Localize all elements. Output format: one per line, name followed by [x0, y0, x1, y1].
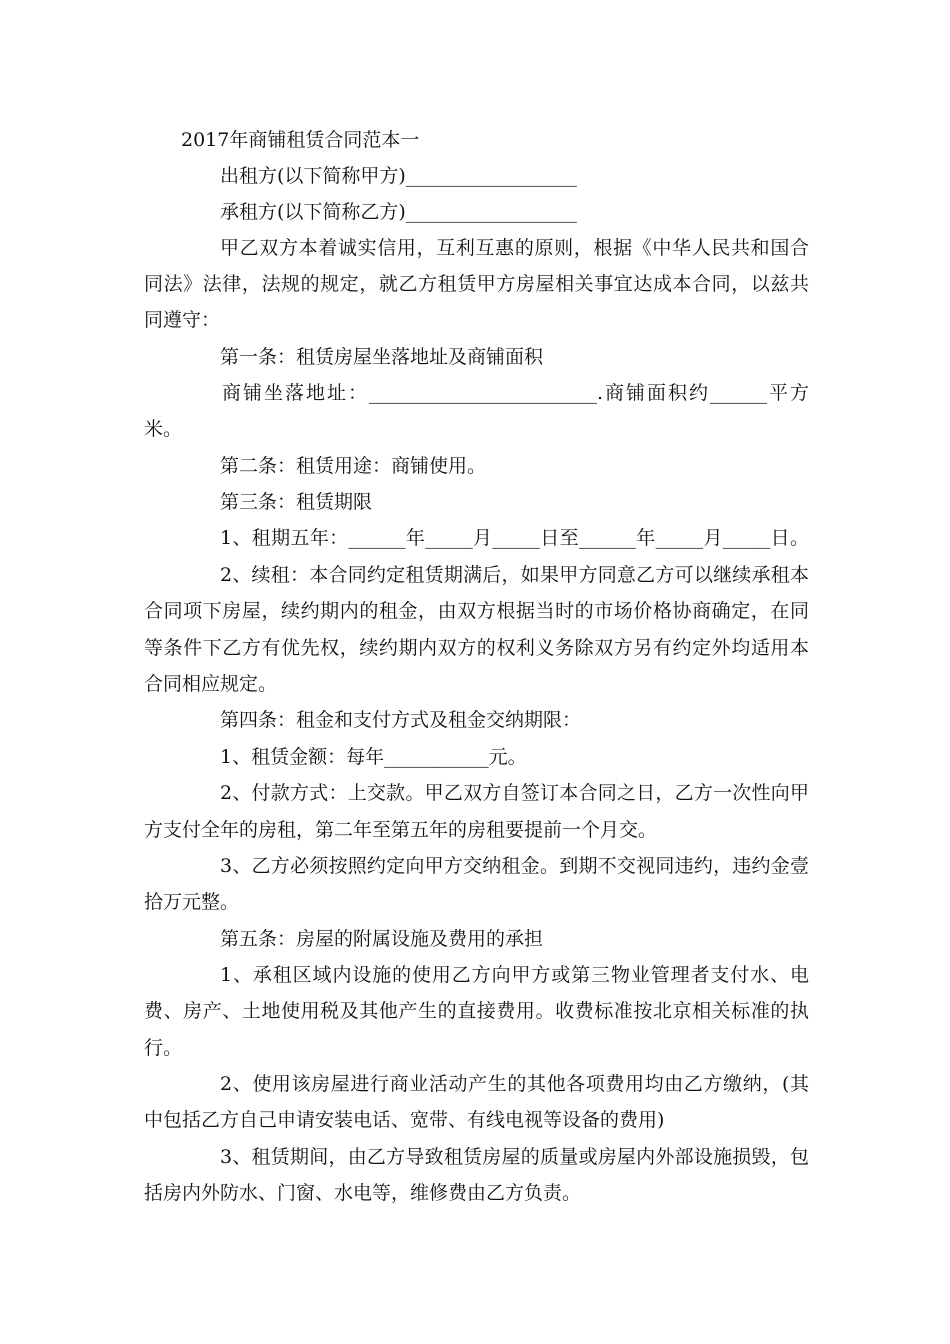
intro-line: 同法》法律，法规的规定，就乙方租赁甲方房屋相关事宜达成本合同，以兹共	[144, 273, 809, 295]
lessee-line: 承租方(以下简称乙方)__________________	[220, 201, 577, 223]
article5-item3-line: 括房内外防水、门窗、水电等，维修费由乙方负责。	[144, 1182, 582, 1204]
article5-item2-line: 中包括乙方自己申请安装电话、宽带、有线电视等设备的费用)	[144, 1109, 665, 1131]
article1-address-line: 米。	[144, 418, 183, 440]
lessor-line: 出租方(以下简称甲方)__________________	[220, 165, 577, 187]
article5-item3-line: 3、租赁期间，由乙方导致租赁房屋的质量或房屋内外部设施损毁，包	[220, 1146, 809, 1168]
article5-item1-line: 1、承租区域内设施的使用乙方向甲方或第三物业管理者支付水、电	[220, 964, 809, 986]
article1-heading: 第一条：租赁房屋坐落地址及商铺面积	[220, 346, 544, 368]
article5-heading: 第五条：房屋的附属设施及费用的承担	[220, 928, 544, 950]
article4-payment-line: 方支付全年的房租，第二年至第五年的房租要提前一个月交。	[144, 819, 658, 841]
article3-heading: 第三条：租赁期限	[220, 491, 373, 513]
article4-heading: 第四条：租金和支付方式及租金交纳期限：	[220, 709, 582, 731]
article4-overdue-line: 3、乙方必须按照约定向甲方交纳租金。到期不交视同违约，违约金壹	[220, 855, 809, 877]
article3-renewal-line: 合同相应规定。	[144, 673, 278, 695]
article3-term: 1、租期五年：______年_____月_____日至______年_____月_____日。	[220, 527, 809, 549]
article4-payment-line: 2、付款方式：上交款。甲乙双方自签订本合同之日，乙方一次性向甲	[220, 782, 809, 804]
article4-overdue-line: 拾万元整。	[144, 891, 240, 913]
article5-item2-line: 2、使用该房屋进行商业活动产生的其他各项费用均由乙方缴纳，(其	[220, 1073, 809, 1095]
article3-renewal-line: 等条件下乙方有优先权，续约期内双方的权利义务除双方另有约定外均适用本	[144, 637, 809, 659]
intro-line: 甲乙双方本着诚实信用，互利互惠的原则，根据《中华人民共和国合	[220, 237, 809, 259]
article4-amount: 1、租赁金额：每年___________元。	[220, 746, 527, 768]
article1-address-line: 商铺坐落地址：________________________.商铺面积约______平方	[222, 382, 809, 404]
article3-renewal-line: 合同项下房屋，续约期内的租金，由双方根据当时的市场价格协商确定，在同	[144, 600, 809, 622]
article3-renewal-line: 2、续租：本合同约定租赁期满后，如果甲方同意乙方可以继续承租本	[220, 564, 809, 586]
intro-line: 同遵守：	[144, 309, 221, 331]
article5-item1-line: 行。	[144, 1037, 183, 1059]
article2-heading: 第二条：租赁用途：商铺使用。	[220, 455, 487, 477]
article5-item1-line: 费、房产、土地使用税及其他产生的直接费用。收费标准按北京相关标准的执	[144, 1000, 809, 1022]
document-title: 2017年商铺租赁合同范本一	[181, 129, 420, 151]
